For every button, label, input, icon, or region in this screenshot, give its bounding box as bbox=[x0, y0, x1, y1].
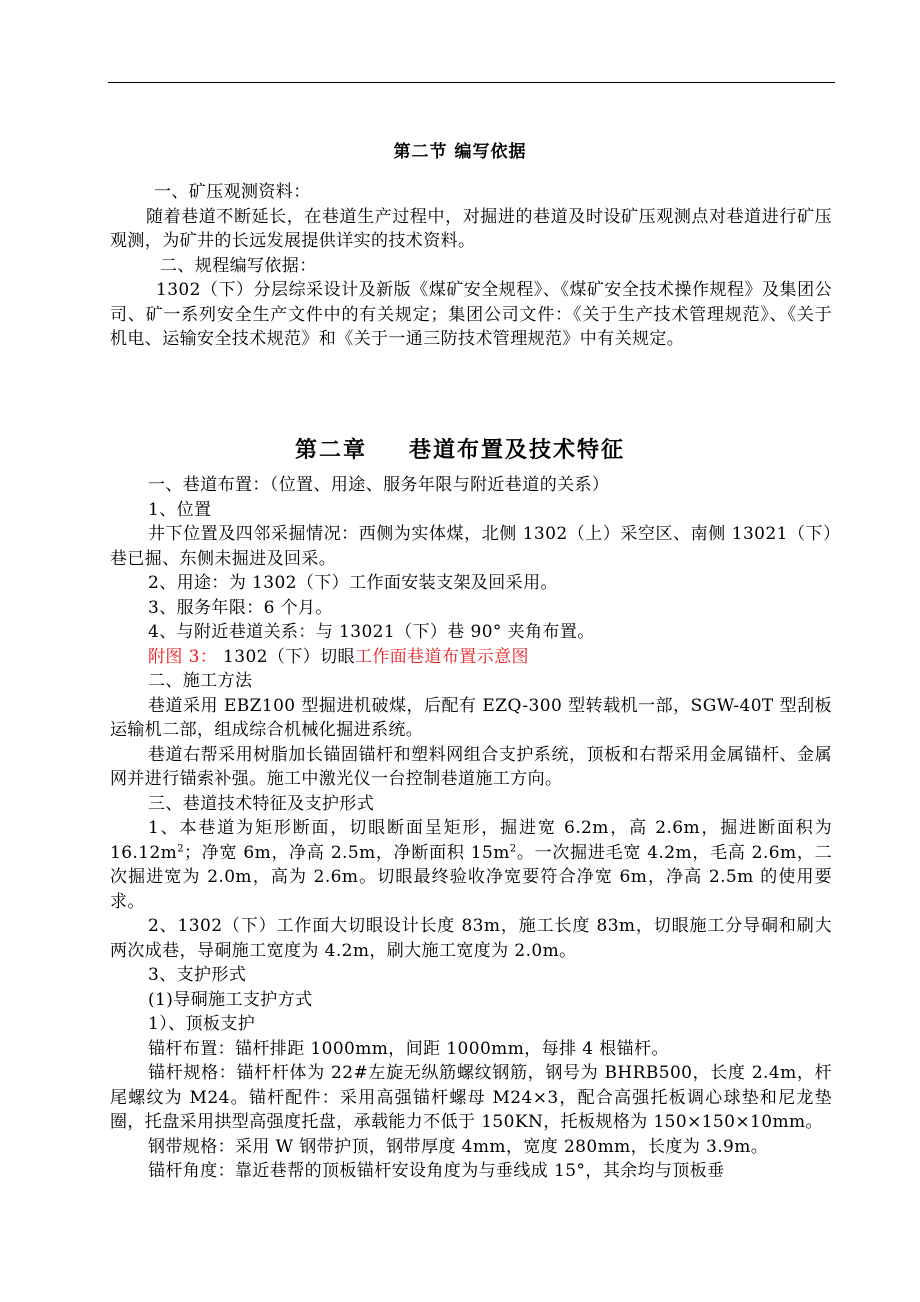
nearby-roadway-paragraph: 4、与附近巷道关系：与 13021（下）巷 90° 夹角布置。 bbox=[148, 622, 595, 642]
section-title: 第二节 编写依据 bbox=[393, 142, 527, 162]
steel-strap-paragraph: 钢带规格：采用 W 钢带护顶，钢带厚度 4mm，宽度 280mm，长度为 3.9m。 bbox=[148, 1136, 769, 1157]
bolt-layout-paragraph: 锚杆布置：锚杆排距 1000mm，间距 1000mm，每排 4 根锚杆。 bbox=[148, 1038, 669, 1059]
support-form-heading: 3、支护形式 bbox=[148, 965, 247, 985]
cross-section-text-2: ；净宽 6m，净高 2.5m，净断面积 15m bbox=[183, 842, 510, 863]
roof-support-heading: 1）、顶板支护 bbox=[148, 1014, 256, 1034]
cross-section-text-1: 1、本巷道为矩形断面，切眼断面呈矩形，掘进宽 6.2m，高 2.6m，掘进断面积为 16.12m bbox=[110, 818, 832, 863]
cut-length-paragraph: 2、1302（下）工作面大切眼设计长度 83m，施工长度 83m，切眼施工分导硐和刷大两次成巷，导硐施工宽度为 4.2m，刷大施工宽度为 2.0m。 bbox=[110, 916, 832, 961]
service-life-paragraph: 3、服务年限：6 个月。 bbox=[148, 597, 333, 618]
header-rule bbox=[108, 82, 835, 83]
basis-heading-2: 二、规程编写依据： bbox=[160, 255, 317, 276]
cross-section-paragraph bbox=[110, 816, 832, 914]
position-paragraph: 井下位置及四邻采掘情况：西侧为实体煤，北侧 1302（上）采空区、南侧 13021（下）巷已掘、东侧未掘进及回采。 bbox=[110, 524, 832, 569]
basis-paragraph-2: 1302（下）分层综采设计及新版《煤矿安全规程》、《煤矿安全技术操作规程》及集团公司、矿一系列安全生产文件中的有关规定；集团公司文件：《关于生产技术管理规范》、《关于机电、运输安全技术规范》和《关于一通三防技术管理规范》中有关规定。 bbox=[110, 280, 832, 349]
construction-method-paragraph-2: 巷道右帮采用树脂加长锚固锚杆和塑料网组合支护系统，顶板和右帮采用金属锚杆、金属网并进行锚索补强。施工中激光仪一台控制巷道施工方向。 bbox=[110, 744, 832, 789]
chapter-title bbox=[0, 433, 920, 464]
cross-section-text-3: 。一次掘进毛宽 4.2m，毛高 2.6m，二次掘进宽为 2.0m，高为 2.6m。切眼最终验收净宽要符合净宽 6m，净高 2.5m 的使用要求。 bbox=[110, 842, 832, 912]
position-heading: 1、位置 bbox=[148, 499, 212, 520]
usage-paragraph: 2、用途：为 1302（下）工作面安装支架及回采用。 bbox=[148, 573, 558, 593]
figure-caption: 工作面巷道布置示意图 bbox=[354, 646, 529, 667]
bolt-spec-paragraph: 锚杆规格：锚杆杆体为 22#左旋无纵筋螺纹钢筋，钢号为 BHRB500，长度 2.4m，杆尾螺纹为 M24。锚杆配件：采用高强锚杆螺母 M24×3，配合高强托板调心球垫和尼龙垫圈，托盘采用拱型高强度托盘，承载能力不低于 150KN，托板规格为 150×150×10mm。 bbox=[110, 1063, 832, 1132]
figure-label: 附图 3： bbox=[148, 646, 218, 667]
figure-subject: 1302（下）切眼 bbox=[217, 646, 355, 667]
basis-block bbox=[110, 180, 832, 352]
superscript-2a: 2 bbox=[177, 842, 184, 854]
basis-heading-1: 一、矿压观测资料： bbox=[154, 182, 311, 202]
technical-features-heading: 三、巷道技术特征及支护形式 bbox=[148, 793, 375, 814]
chapter-name: 巷道布置及技术特征 bbox=[409, 437, 626, 463]
chapter-number: 第二章 bbox=[294, 437, 367, 463]
basis-paragraph-1: 随着巷道不断延长，在巷道生产过程中，对掘进的巷道及时设矿压观测点对巷道进行矿压观测，为矿井的长远发展提供详实的技术资料。 bbox=[110, 206, 832, 251]
chapter-body bbox=[110, 473, 832, 1184]
construction-method-heading: 二、施工方法 bbox=[148, 671, 253, 691]
figure-reference bbox=[110, 645, 832, 670]
bolt-angle-paragraph: 锚杆角度：靠近巷帮的顶板锚杆安设角度为与垂线成 15°，其余均与顶板垂 bbox=[148, 1161, 725, 1181]
construction-method-paragraph-1: 巷道采用 EBZ100 型掘进机破煤，后配有 EZQ-300 型转载机一部，SGW-40T 型刮板运输机二部，组成综合机械化掘进系统。 bbox=[110, 695, 832, 740]
layout-heading: 一、巷道布置：（位置、用途、服务年限与附近巷道的关系） bbox=[148, 475, 610, 495]
pilot-support-heading: (1)导硐施工支护方式 bbox=[148, 989, 313, 1010]
superscript-2b: 2 bbox=[509, 842, 517, 854]
